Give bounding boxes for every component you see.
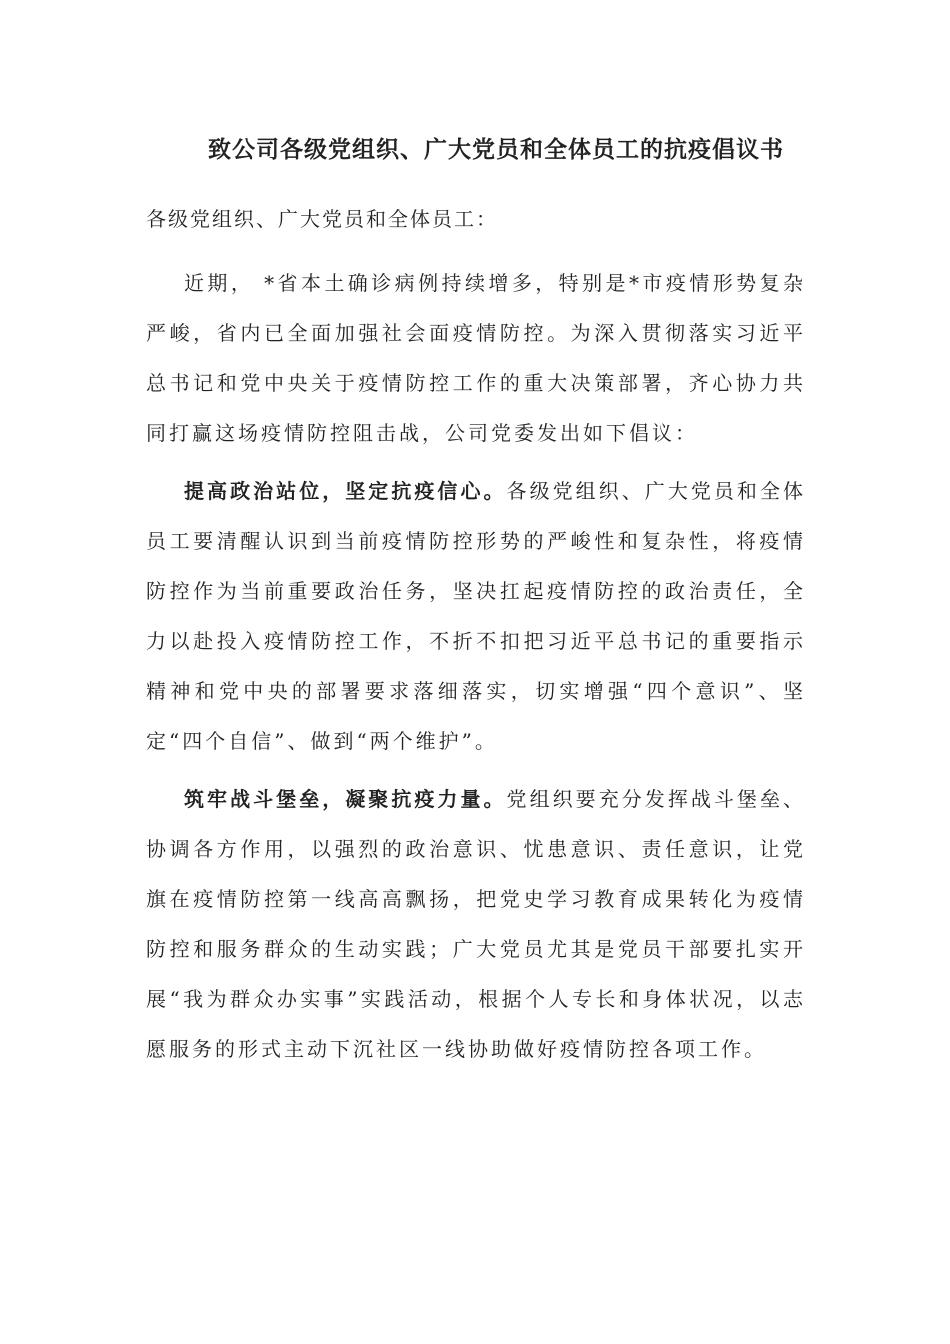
paragraph-text: 党组织要充分发挥战斗堡垒、协调各方作用，以强烈的政治意识、忧患意识、责任意识，让党旗在疫情防控第一线高高飘扬，把党史学习教育成果转化为疫情防控和服务群众的生动实践；广大党员尤其是党员干部要扎实开展“我为群众办实事”实践活动，根据个人专长和身体状况，以志愿服务的形式主动下沉社区一线协助做好疫情防控各项工作。 <box>146 787 807 1061</box>
paragraph-intro <box>146 258 806 458</box>
paragraph-political-stance <box>146 466 806 766</box>
paragraph-text: 近期， *省本土确诊病例持续增多，特别是*市疫情形势复杂严峻，省内已全面加强社会面疫情防控。为深入贯彻落实习近平总书记和党中央关于疫情防控工作的重大决策部署，齐心协力共同打赢这场疫情防控阻击战，公司党委发出如下倡议： <box>146 271 806 445</box>
paragraph-lead-heading: 筑牢战斗堡垒，凝聚抗疫力量。 <box>184 787 507 811</box>
document-title: 致公司各级党组织、广大党员和全体员工的抗疫倡议书 <box>208 136 784 163</box>
paragraph-text: 各级党组织、广大党员和全体员工要清醒认识到当前疫情防控形势的严峻性和复杂性，将疫情防控作为当前重要政治任务，坚决扛起疫情防控的政治责任，全力以赴投入疫情防控工作，不折不扣把习近平总书记的重要指示精神和党中央的部署要求落细落实，切实增强“四个意识”、坚定“四个自信”、做到“两个维护”。 <box>146 479 807 753</box>
paragraph-fortress <box>146 774 806 1074</box>
salutation: 各级党组织、广大党员和全体员工： <box>146 207 498 231</box>
paragraph-lead-heading: 提高政治站位，坚定抗疫信心。 <box>184 479 507 503</box>
document-page <box>146 130 806 1074</box>
